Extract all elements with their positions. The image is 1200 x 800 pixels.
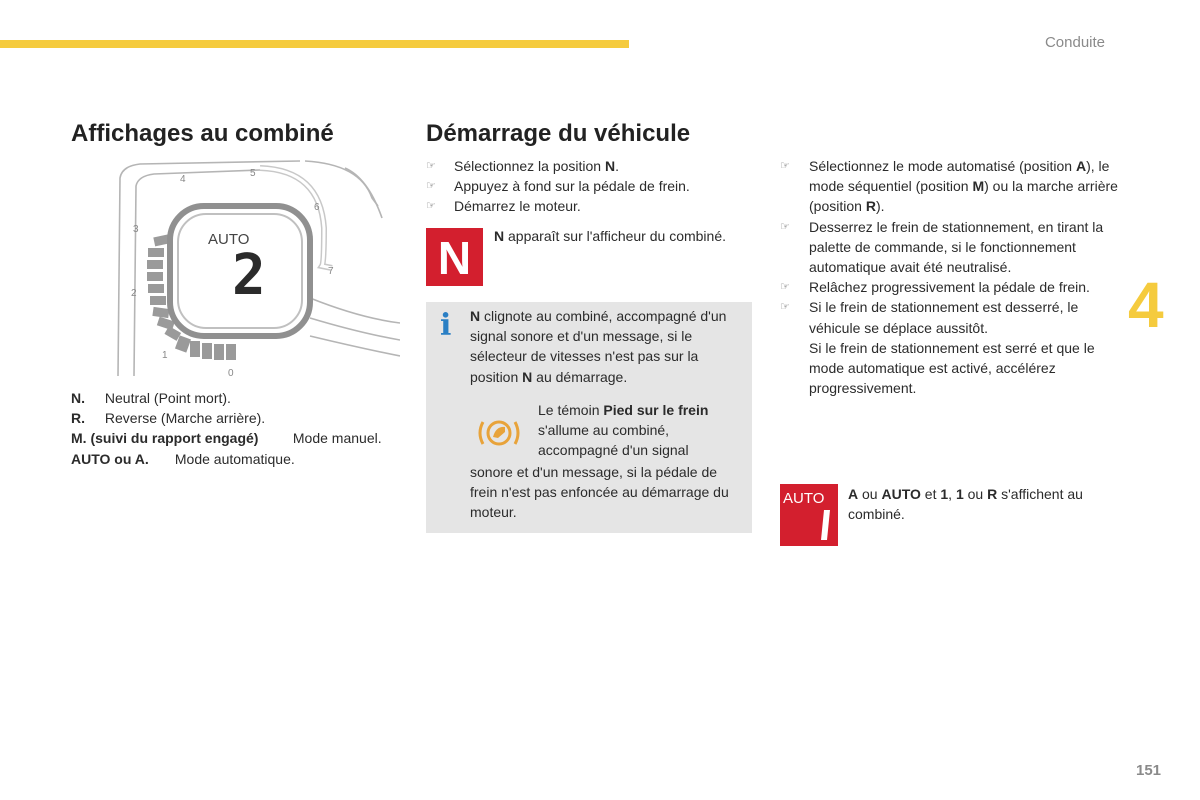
list-item: ☞ Sélectionnez la position N.: [426, 156, 756, 176]
pointing-hand-icon: ☞: [780, 220, 790, 233]
warning-paragraph-continued: sonore et d'un message, si la pédale de frein n'est pas enfoncée au démarrage du moteur.: [470, 464, 729, 521]
list-item: ☞ Démarrez le moteur.: [426, 196, 756, 216]
section-title: Conduite: [1044, 34, 1105, 51]
list-item: ☞ Appuyez à fond sur la pédale de frein.: [426, 176, 756, 196]
instrument-cluster-illustration: [110, 158, 400, 380]
pointing-hand-icon: ☞: [780, 301, 790, 314]
dial-scale-1: 1: [162, 350, 168, 361]
dial-scale-6: 6: [314, 202, 320, 213]
legend-key: N.: [71, 390, 85, 406]
legend-row: [71, 408, 382, 428]
info-paragraph: N clignote au combiné, accompagné d'un signal sonore et d'un message, si le sélecteur de vitesses n'est pas sur la position N au démarrage.: [470, 308, 727, 385]
legend-value: Mode manuel.: [292, 430, 382, 447]
list-item: ☞ Sélectionnez le mode automatisé (position A), le mode séquentiel (position M) ou la marche arrière (position R).: [780, 158, 1118, 215]
left-heading: Affichages au combiné: [71, 120, 334, 147]
warning-paragraph: Le témoin Pied sur le frein s'allume au combiné, accompagné d'un signal: [538, 402, 709, 459]
dial-scale-0: 0: [228, 368, 234, 379]
pointing-hand-icon: ☞: [780, 160, 790, 172]
auto-mode-note: A ou AUTO et 1, 1 ou R s'affichent au combiné.: [848, 486, 1083, 523]
legend-value: Reverse (Marche arrière).: [104, 410, 266, 427]
pointing-hand-icon: ☞: [426, 200, 436, 213]
info-icon: i: [440, 308, 452, 343]
pointing-hand-icon: ☞: [780, 281, 790, 294]
list-item: ☞ Relâchez progressivement la pédale de frein.: [780, 277, 1125, 297]
header-accent-bar: [0, 40, 629, 48]
legend-key: AUTO ou A.: [71, 450, 149, 467]
legend-row: [71, 388, 382, 408]
neutral-display-note: N apparaît sur l'afficheur du combiné.: [494, 228, 726, 244]
foot-on-brake-icon: [474, 414, 524, 452]
pointing-hand-icon: ☞: [426, 180, 436, 193]
dial-scale-3: 3: [133, 224, 139, 235]
legend-key: R.: [71, 410, 85, 427]
chapter-number: 4: [1128, 269, 1164, 341]
legend-value: Neutral (Point mort).: [104, 390, 231, 406]
legend-key: M. (suivi du rapport engagé): [71, 430, 259, 447]
start-steps-list: [426, 156, 756, 217]
pointing-hand-icon: ☞: [426, 160, 436, 172]
neutral-display-icon: N: [426, 228, 483, 286]
legend-row: [71, 428, 382, 448]
info-panel: [426, 302, 752, 533]
dial-gear-number: 2: [232, 243, 266, 308]
list-item: ☞ Si le frein de stationnement est desserré, le véhicule se déplace aussitôt. Si le frein de stationnement est serré et que le mode automatique est activé, accélérez progressivement.: [780, 299, 1095, 397]
legend-row: [71, 449, 382, 469]
dial-scale-2: 2: [131, 288, 137, 299]
dial-scale-7: 7: [328, 266, 334, 277]
dial-scale-5: 5: [250, 168, 256, 179]
gear-legend: [71, 388, 382, 469]
dial-scale-4: 4: [180, 174, 186, 185]
page-number: 151: [1136, 762, 1162, 779]
middle-heading: Démarrage du véhicule: [426, 120, 691, 147]
drive-steps-list: [780, 156, 1125, 398]
auto-mode-display-icon: [780, 484, 838, 546]
gear-one-glyph: [818, 508, 832, 542]
legend-value: Mode automatique.: [174, 450, 295, 467]
auto-icon-label: AUTO: [783, 490, 825, 507]
dial-auto-label: AUTO: [208, 231, 250, 248]
list-item: ☞ Desserrez le frein de stationnement, en tirant la palette de commande, si le fonctionnement automatique avait été neutralisé.: [780, 218, 1104, 276]
